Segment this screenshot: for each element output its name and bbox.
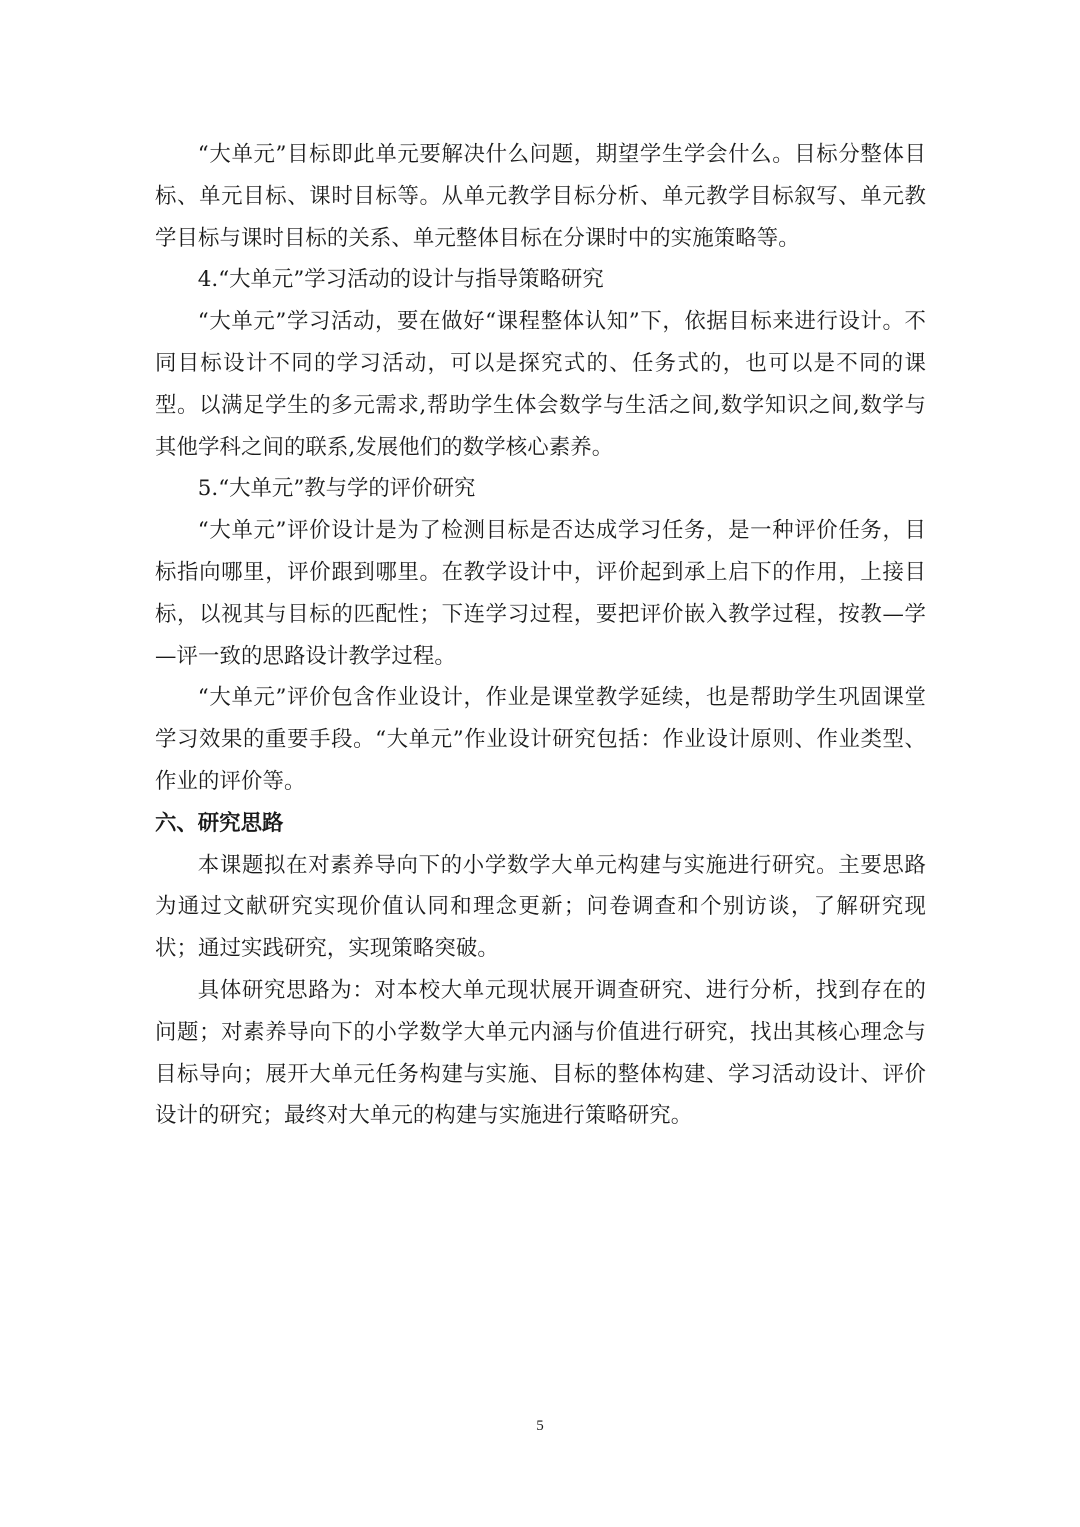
paragraph-research-approach: 本课题拟在对素养导向下的小学数学大单元构建与实施进行研究。主要思路为通过文献研究实现价值认同和理念更新；问卷调查和个别访谈，了解研究现状；通过实践研究，实现策略突破。 xyxy=(155,852,926,962)
paragraph-specific-approach: 具体研究思路为：对本校大单元现状展开调查研究、进行分析，找到存在的问题；对素养导向下的小学数学大单元内涵与价值进行研究，找出其核心理念与目标导向；展开大单元任务构建与实施、目标的整体构建、学习活动设计、评价设计的研究；最终对大单元的构建与实施进行策略研究。 xyxy=(155,977,926,1129)
paragraph-evaluation-design: “大单元”评价设计是为了检测目标是否达成学习任务，是一种评价任务，目标指向哪里，评价跟到哪里。在教学设计中，评价起到承上启下的作用，上接目标，以视其与目标的匹配性；下连学习过程，要把评价嵌入教学过程，按教—学—评一致的思路设计教学过程。 xyxy=(155,518,926,669)
paragraph-unit-goals: “大单元”目标即此单元要解决什么问题，期望学生学会什么。目标分整体目标、单元目标、课时目标等。从单元教学目标分析、单元教学目标叙写、单元教学目标与课时目标的关系、单元整体目标在分课时中的实施策略等。 xyxy=(155,142,926,251)
subheading-evaluation: 5.“大单元”教与学的评价研究 xyxy=(197,476,476,502)
section-heading-research-approach: 六、研究思路 xyxy=(155,810,284,836)
page-number: 5 xyxy=(536,1418,544,1434)
document-body xyxy=(155,134,926,1137)
subheading-learning-activities: 4.“大单元”学习活动的设计与指导策略研究 xyxy=(197,267,604,293)
paragraph-learning-activities: “大单元”学习活动，要在做好“课程整体认知”下，依据目标来进行设计。不同目标设计不同的学习活动，可以是探究式的、任务式的，也可以是不同的课型。以满足学生的多元需求,帮助学生体会数学与生活之间,数学知识之间,数学与其他学科之间的联系,发展他们的数学核心素养。 xyxy=(155,309,926,460)
paragraph-homework-design: “大单元”评价包含作业设计，作业是课堂教学延续，也是帮助学生巩固课堂学习效果的重要手段。“大单元”作业设计研究包括：作业设计原则、作业类型、作业的评价等。 xyxy=(155,685,926,794)
